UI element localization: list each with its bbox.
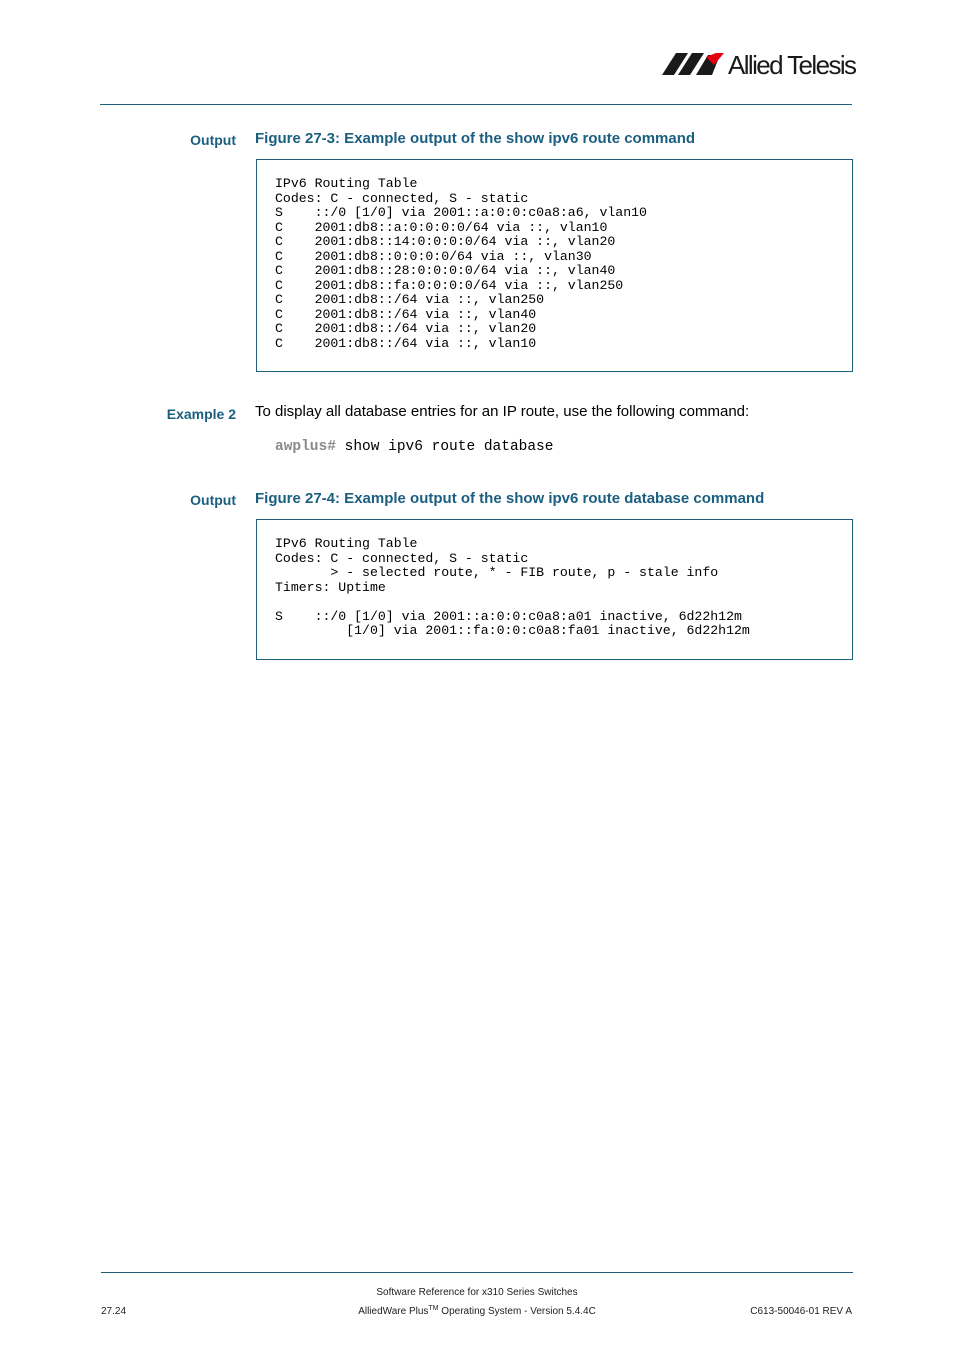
code-line: C 2001:db8::fa:0:0:0:0/64 via ::, vlan250	[275, 277, 624, 293]
code-line: C 2001:db8::/64 via ::, vlan250	[275, 292, 545, 307]
code-line: Codes: C - connected, S - static	[275, 550, 529, 566]
output-label-1: Output	[190, 132, 236, 148]
code-line: C 2001:db8::a:0:0:0:0/64 via ::, vlan10	[275, 219, 608, 235]
header-rule	[100, 104, 852, 105]
code-line: Codes: C - connected, S - static	[275, 190, 529, 206]
example-2-label: Example 2	[166, 406, 236, 422]
figure-title-27-3: Figure 27-3: Example output of the show ipv6 route command	[255, 130, 696, 147]
footer-version: Operating System - Version 5.4.4C	[438, 1306, 596, 1317]
code-line: IPv6 Routing Table	[275, 536, 418, 551]
code-output-box-1	[256, 159, 853, 372]
code-output-box-2	[256, 519, 853, 660]
code-line: [1/0] via 2001::fa:0:0:c0a8:fa01 inactive, 6d22h12m	[275, 623, 750, 638]
allied-telesis-logo-icon	[662, 53, 726, 75]
example-2-description: To display all database entries for an IP route, use the following command:	[255, 403, 750, 420]
code-line	[275, 595, 834, 610]
code-line: C 2001:db8::/64 via ::, vlan40	[275, 306, 537, 322]
code-line: C 2001:db8::14:0:0:0:0/64 via ::, vlan20	[275, 234, 616, 249]
page-number: 27.24	[101, 1306, 127, 1317]
document-id: C613-50046-01 REV A	[750, 1306, 852, 1317]
allied-telesis-logo	[662, 50, 854, 80]
code-line: Timers: Uptime	[275, 579, 386, 595]
cli-prompt: awplus#	[275, 439, 336, 455]
code-line: C 2001:db8::/64 via ::, vlan10	[275, 335, 537, 351]
code-line: S ::/0 [1/0] via 2001::a:0:0:c0a8:a01 inactive, 6d22h12m	[275, 608, 742, 624]
logo-text: Allied Telesis	[728, 50, 856, 80]
code-line: IPv6 Routing Table	[275, 176, 418, 191]
output-label-2: Output	[190, 492, 236, 508]
code-line: C 2001:db8::28:0:0:0:0/64 via ::, vlan40	[275, 263, 616, 278]
command-line	[275, 438, 553, 456]
code-line: C 2001:db8::0:0:0:0/64 via ::, vlan30	[275, 248, 592, 264]
code-line: C 2001:db8::/64 via ::, vlan20	[275, 321, 537, 336]
cli-command: show ipv6 route database	[335, 439, 554, 455]
code-line: > - selected route, * - FIB route, p - stale info	[275, 565, 719, 580]
code-line: S ::/0 [1/0] via 2001::a:0:0:c0a8:a6, vlan10	[275, 205, 647, 220]
footer-rule	[101, 1272, 853, 1273]
footer-product-name: AlliedWare Plus	[358, 1306, 429, 1317]
figure-title-27-4: Figure 27-4: Example output of the show ipv6 route database command	[255, 490, 765, 507]
trademark-mark: TM	[428, 1305, 439, 1312]
footer-title: Software Reference for x310 Series Switches	[376, 1287, 578, 1298]
